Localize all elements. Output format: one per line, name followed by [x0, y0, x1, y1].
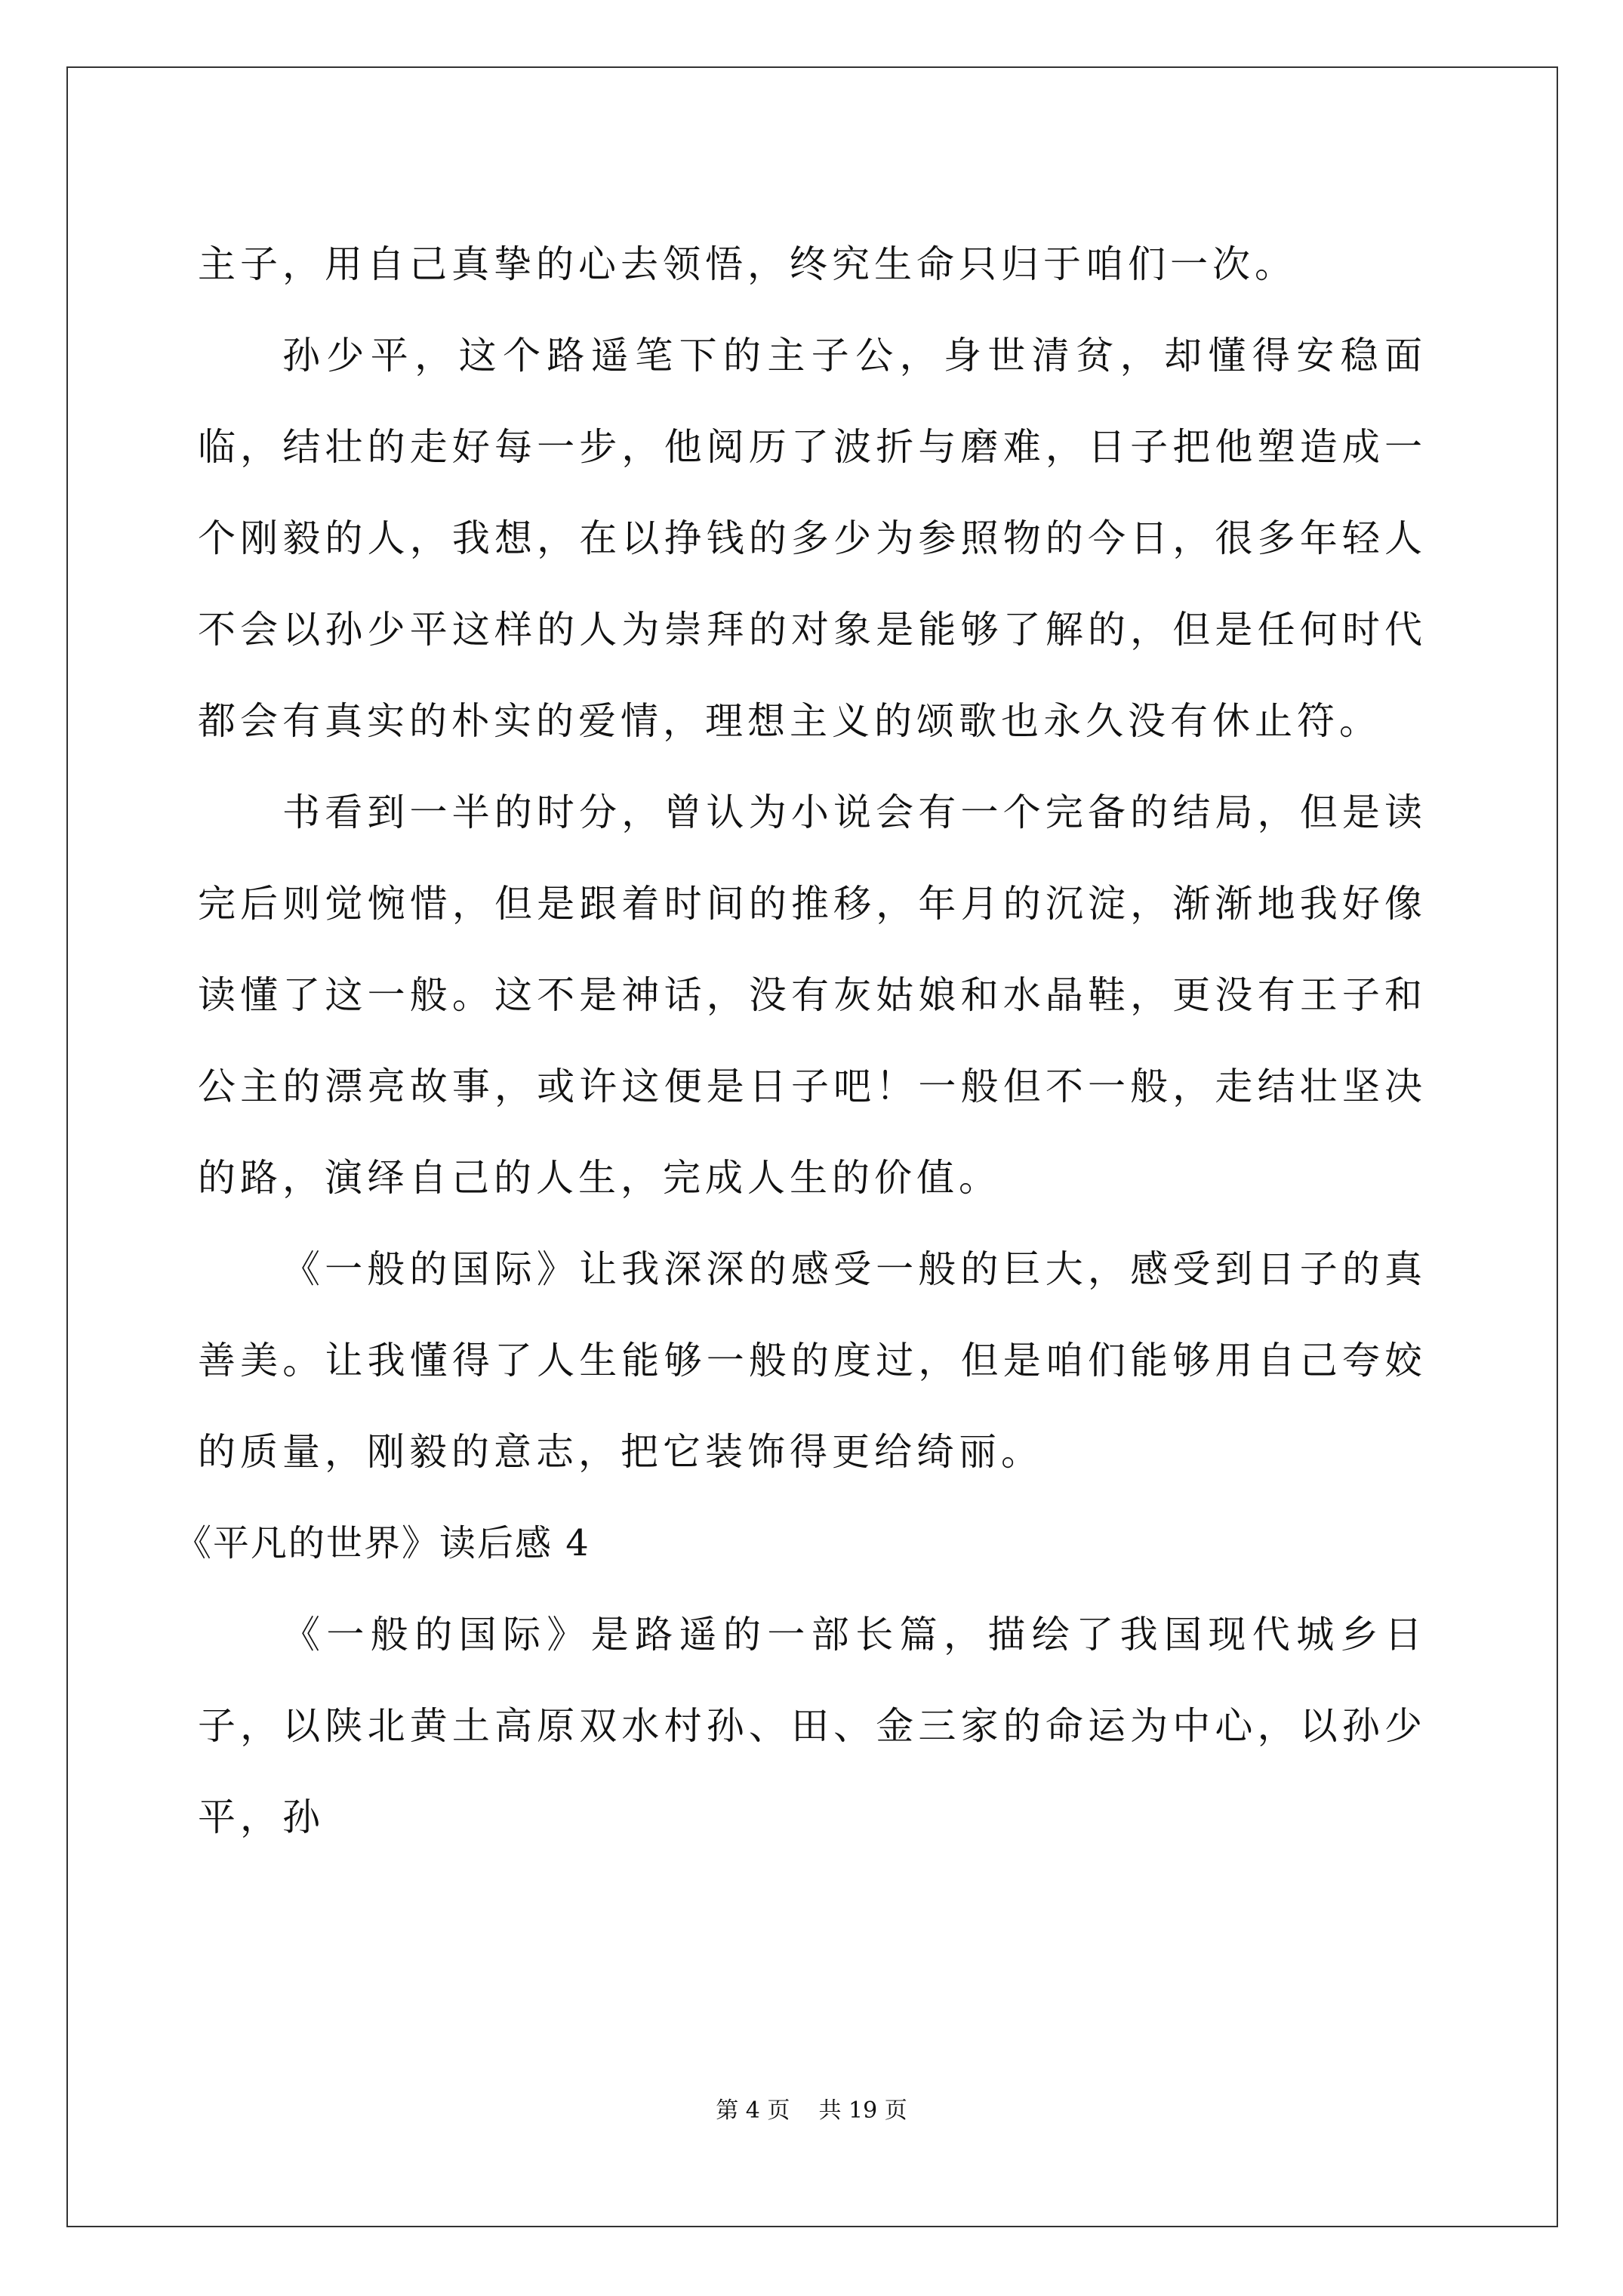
section-heading: 《平凡的世界》读后感 4: [175, 1522, 590, 1564]
paragraph-intro: 《一般的国际》是路遥的一部长篇，描绘了我国现代城乡日子，以陕北黄土高原双水村孙、田、金三家的命运为中心，以孙少平，孙: [198, 1613, 1427, 1839]
paragraph-conclusion: 《一般的国际》让我深深的感受一般的巨大，感受到日子的真善美。让我懂得了人生能够一般的度过，但是咱们能够用自己夸姣的质量，刚毅的意志，把它装饰得更给绮丽。: [198, 1247, 1427, 1474]
document-body: [175, 219, 1427, 1863]
paragraph-continuation: 主子，用自己真挚的心去领悟，终究生命只归于咱们一次。: [198, 242, 1297, 286]
paragraph-sun-shaoping: 孙少平，这个路遥笔下的主子公，身世清贫，却懂得安稳面临，结壮的走好每一步，他阅历了波折与磨难，日子把他塑造成一个刚毅的人，我想，在以挣钱的多少为参照物的今日，很多年轻人不会以孙少平这样的人为崇拜的对象是能够了解的，但是任何时代都会有真实的朴实的爱情，理想主义的颂歌也永久没有休止符。: [198, 334, 1427, 743]
paragraph-ending: 书看到一半的时分，曾认为小说会有一个完备的结局，但是读完后则觉惋惜，但是跟着时间的推移，年月的沉淀，渐渐地我好像读懂了这一般。这不是神话，没有灰姑娘和水晶鞋，更没有王子和公主的漂亮故事，或许这便是日子吧！一般但不一般，走结壮坚决的路，演绎自己的人生，完成人生的价值。: [198, 791, 1427, 1200]
page-number: 第 4 页 共 19 页: [716, 2097, 907, 2124]
